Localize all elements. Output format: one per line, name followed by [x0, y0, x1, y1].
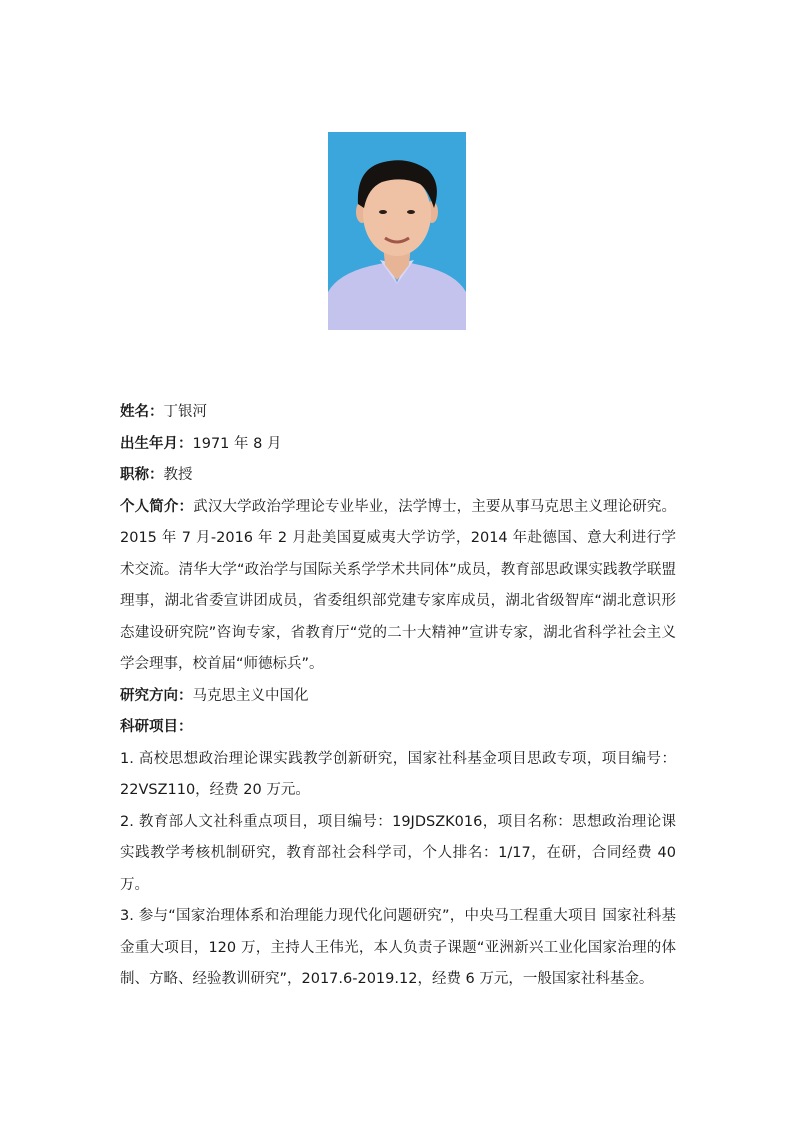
bio-label: 个人简介： [120, 498, 194, 515]
birth-value: 1971 年 8 月 [192, 435, 282, 452]
project-item-2: 2. 教育部人文社科重点项目，项目编号：19JDSZK016，项目名称：思想政治理论课实践教学考核机制研究，教育部社会科学司，个人排名：1/17，在研，合同经费 40 万。 [120, 813, 676, 893]
research-label: 研究方向： [120, 687, 193, 704]
research-value: 马克思主义中国化 [192, 687, 309, 704]
profile-photo [328, 132, 466, 330]
name-row [120, 397, 676, 429]
project-item-3: 3. 参与“国家治理体系和治理能力现代化问题研究”，中央马工程重大项目 国家社科基金重大项目，120 万，主持人王伟光，本人负责子课题“亚洲新兴工业化国家治理的体制、方略、经验教训研究”，2017.6-2019.12，经费 6 万元，一般国家社科基金。 [120, 908, 676, 987]
title-label: 职称： [120, 467, 164, 483]
birth-label: 出生年月： [120, 435, 193, 452]
bio-text: 武汉大学政治学理论专业毕业，法学博士，主要从事马克思主义理论研究。2015 年 7 月-2016 年 2 月赴美国夏威夷大学访学，2014 年赴德国、意大利进行学术交流。清华大学“政治学与国际关系学学术共同体”成员，教育部思政课实践教学联盟理事，湖北省委宣讲团成员，省委组织部党建专家库成员，湖北省级智库“湖北意识形态建设研究院”咨询专家，省教育厅“党的二十大精神”宣讲专家，湖北省科学社会主义学会理事，校首届“师德标兵”。 [120, 498, 677, 672]
name-value: 丁银河 [163, 404, 207, 420]
bio-paragraph [120, 492, 676, 681]
projects-heading [120, 712, 676, 744]
portrait-image [328, 132, 466, 330]
title-row [120, 460, 676, 492]
profile-content [120, 397, 676, 996]
birth-row [120, 429, 676, 461]
projects-label: 科研项目： [120, 719, 193, 735]
research-row [120, 681, 676, 713]
title-value: 教授 [163, 467, 193, 483]
name-label: 姓名： [120, 404, 164, 420]
project-item-1: 1. 高校思想政治理论课实践教学创新研究，国家社科基金项目思政专项，项目编号：22VSZ110，经费 20 万元。 [120, 750, 676, 798]
